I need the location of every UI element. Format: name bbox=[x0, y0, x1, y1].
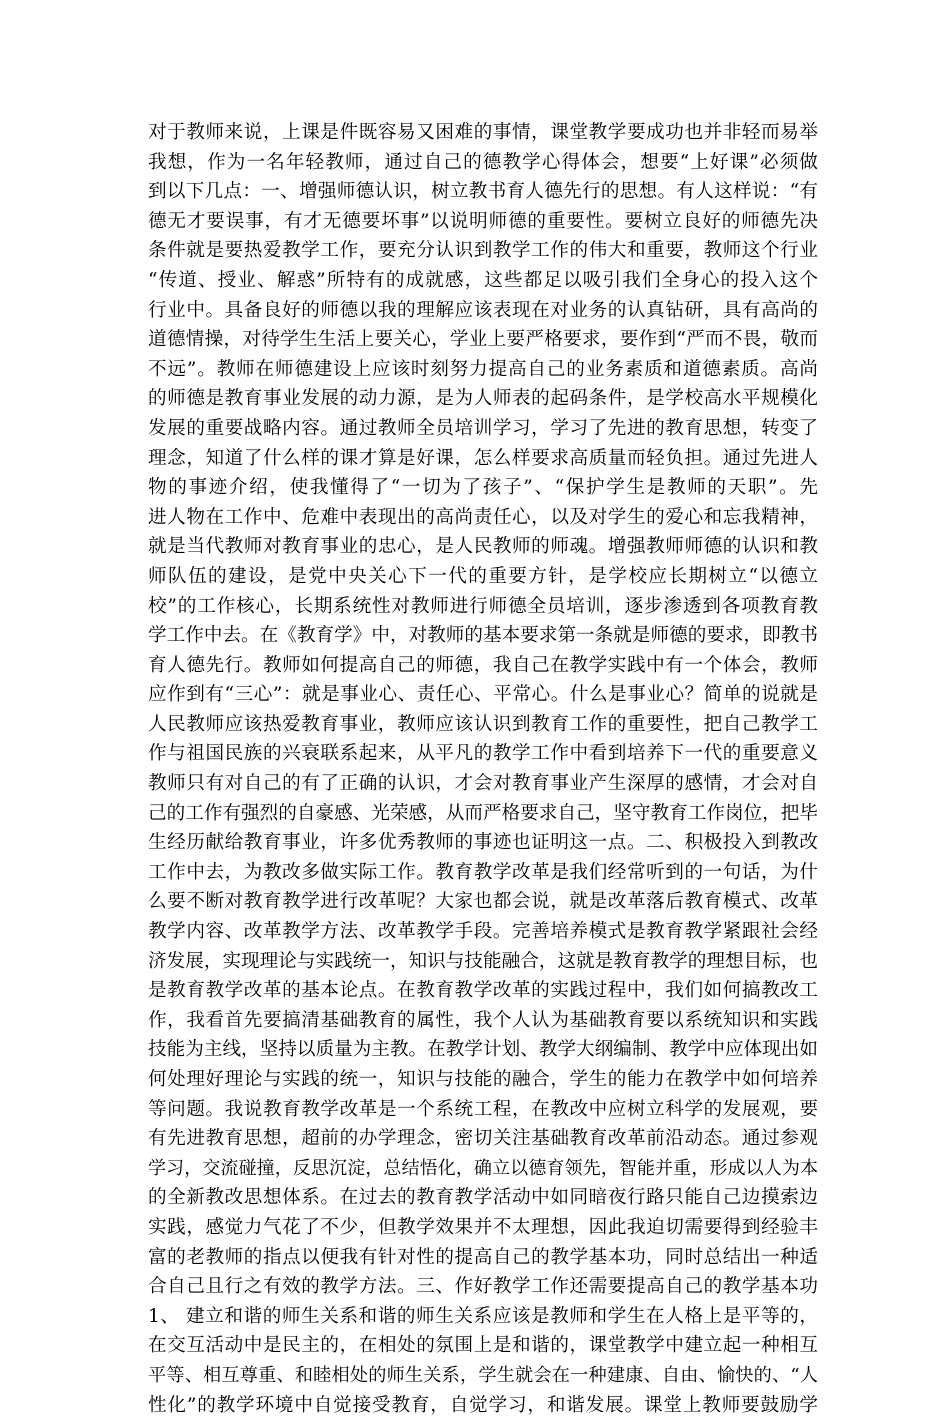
text-line: 不远”。教师在师德建设上应该时刻努力提高自己的业务素质和道德素质。高尚 bbox=[148, 358, 818, 380]
text-line: 作，我看首先要搞清基础教育的属性，我个人认为基础教育要以系统知识和实践 bbox=[148, 1009, 818, 1031]
text-line: 对于教师来说，上课是件既容易又困难的事情，课堂教学要成功也并非轻而易举 bbox=[148, 122, 818, 143]
text-line: 就是当代教师对教育事业的忠心，是人民教师的师魂。增强教师师德的认识和教 bbox=[148, 536, 818, 558]
text-line: 我想，作为一名年轻教师，通过自己的德教学心得体会，想要“上好课”必须做 bbox=[148, 151, 818, 173]
text-line: 进人物在工作中、危难中表现出的高尚责任心，以及对学生的爱心和忘我精神， bbox=[148, 506, 818, 528]
text-line: 物的事迹介绍，使我懂得了“一切为了孩子”、“保护学生是教师的天职”。先 bbox=[148, 477, 818, 499]
text-line: 人民教师应该热爱教育事业，教师应该认识到教育工作的重要性，把自己教学工 bbox=[148, 713, 818, 735]
text-line: 育人德先行。教师如何提高自己的师德，我自己在教学实践中有一个体会，教师 bbox=[148, 654, 818, 676]
text-line: 富的老教师的指点以便我有针对性的提高自己的教学基本功，同时总结出一种适 bbox=[148, 1246, 818, 1268]
text-line: 的师德是教育事业发展的动力源，是为人师表的起码条件，是学校高水平规模化 bbox=[148, 388, 818, 410]
text-line: 道德情操，对待学生生活上要关心，学业上要严格要求，要作到“严而不畏，敬而 bbox=[148, 329, 818, 351]
text-line: 学习，交流碰撞，反思沉淀，总结悟化，确立以德育领先，智能并重，形成以人为本 bbox=[148, 1157, 818, 1179]
text-line: 性化”的教学环境中自觉接受教育，自觉学习，和谐发展。课堂上教师要鼓励学 bbox=[148, 1394, 818, 1416]
text-line: 济发展，实现理论与实践统一，知识与技能融合，这就是教育教学的理想目标，也 bbox=[148, 950, 818, 972]
text-line: 何处理好理论与实践的统一，知识与技能的融合，学生的能力在教学中如何培养 bbox=[148, 1069, 818, 1090]
text-line: 工作中去，为教改多做实际工作。教育教学改革是我们经常听到的一句话，为什 bbox=[148, 861, 818, 883]
text-line: 1、 建立和谐的师生关系和谐的师生关系应该是教师和学生在人格上是平等的， bbox=[148, 1305, 818, 1327]
text-line: 技能为主线，坚持以质量为主教。在教学计划、教学大纲编制、教学中应体现出如 bbox=[148, 1039, 818, 1061]
text-line: 行业中。具备良好的师德以我的理解应该表现在对业务的认真钻研，具有高尚的 bbox=[148, 299, 818, 321]
text-line: 应作到有“三心”：就是事业心、责任心、平常心。什么是事业心？简单的说就是 bbox=[148, 684, 818, 706]
text-line: 合自己且行之有效的教学方法。三、作好教学工作还需要提高自己的教学基本功 bbox=[148, 1276, 818, 1298]
text-line: 等问题。我说教育教学改革是一个系统工程，在教改中应树立科学的发展观，要 bbox=[148, 1098, 818, 1120]
text-line: 条件就是要热爱教学工作，要充分认识到教学工作的伟大和重要，教师这个行业 bbox=[148, 240, 818, 262]
text-line: 是教育教学改革的基本论点。在教育教学改革的实践过程中，我们如何搞教改工 bbox=[148, 980, 818, 1002]
text-line: 平等、相互尊重、和睦相处的师生关系，学生就会在一种建康、自由、愉快的、“人 bbox=[148, 1364, 818, 1386]
text-line: 教学内容、改革教学方法、改革教学手段。完善培养模式是教育教学紧跟社会经 bbox=[148, 921, 818, 943]
text-line: 么要不断对教育教学进行改革呢？大家也都会说，就是改革落后教育模式、改革 bbox=[148, 891, 818, 913]
text-line: 实践，感觉力气花了不少，但教学效果并不太理想，因此我迫切需要得到经验丰 bbox=[148, 1216, 818, 1238]
text-line: 到以下几点：一、增强师德认识，树立教书育人德先行的思想。有人这样说：“有 bbox=[148, 181, 818, 203]
text-line: 生经历献给教育事业，许多优秀教师的事迹也证明这一点。二、积极投入到教改 bbox=[148, 832, 818, 854]
text-line: 发展的重要战略内容。通过教师全员培训学习，学习了先进的教育思想，转变了 bbox=[148, 417, 818, 439]
text-line: 在交互活动中是民主的，在相处的氛围上是和谐的，课堂教学中建立起一种相互 bbox=[148, 1335, 818, 1357]
body-text bbox=[148, 118, 818, 1420]
text-line: “传道、授业、解惑”所特有的成就感，这些都足以吸引我们全身心的投入这个 bbox=[148, 269, 818, 291]
text-line: 有先进教育思想，超前的办学理念，密切关注基础教育改革前沿动态。通过参观 bbox=[148, 1128, 818, 1150]
text-line: 的全新教改思想体系。在过去的教育教学活动中如同暗夜行路只能自己边摸索边 bbox=[148, 1187, 818, 1209]
text-line: 作与祖国民族的兴衰联系起来，从平凡的教学工作中看到培养下一代的重要意义 bbox=[148, 743, 818, 765]
text-line: 己的工作有强烈的自豪感、光荣感，从而严格要求自己，坚守教育工作岗位，把毕 bbox=[148, 802, 818, 824]
text-line: 师队伍的建设，是党中央关心下一代的重要方针，是学校应长期树立“以德立 bbox=[148, 565, 818, 587]
text-line: 学工作中去。在《教育学》中，对教师的基本要求第一条就是师德的要求，即教书 bbox=[148, 625, 818, 647]
text-line: 校”的工作核心，长期系统性对教师进行师德全员培训，逐步渗透到各项教育教 bbox=[148, 595, 818, 617]
text-line: 理念，知道了什么样的课才算是好课，怎么样要求高质量而轻负担。通过先进人 bbox=[148, 447, 818, 469]
text-line: 教师只有对自己的有了正确的认识，才会对教育事业产生深厚的感情，才会对自 bbox=[148, 773, 818, 795]
text-line: 德无才要误事，有才无德要坏事”以说明师德的重要性。要树立良好的师德先决 bbox=[148, 210, 818, 232]
